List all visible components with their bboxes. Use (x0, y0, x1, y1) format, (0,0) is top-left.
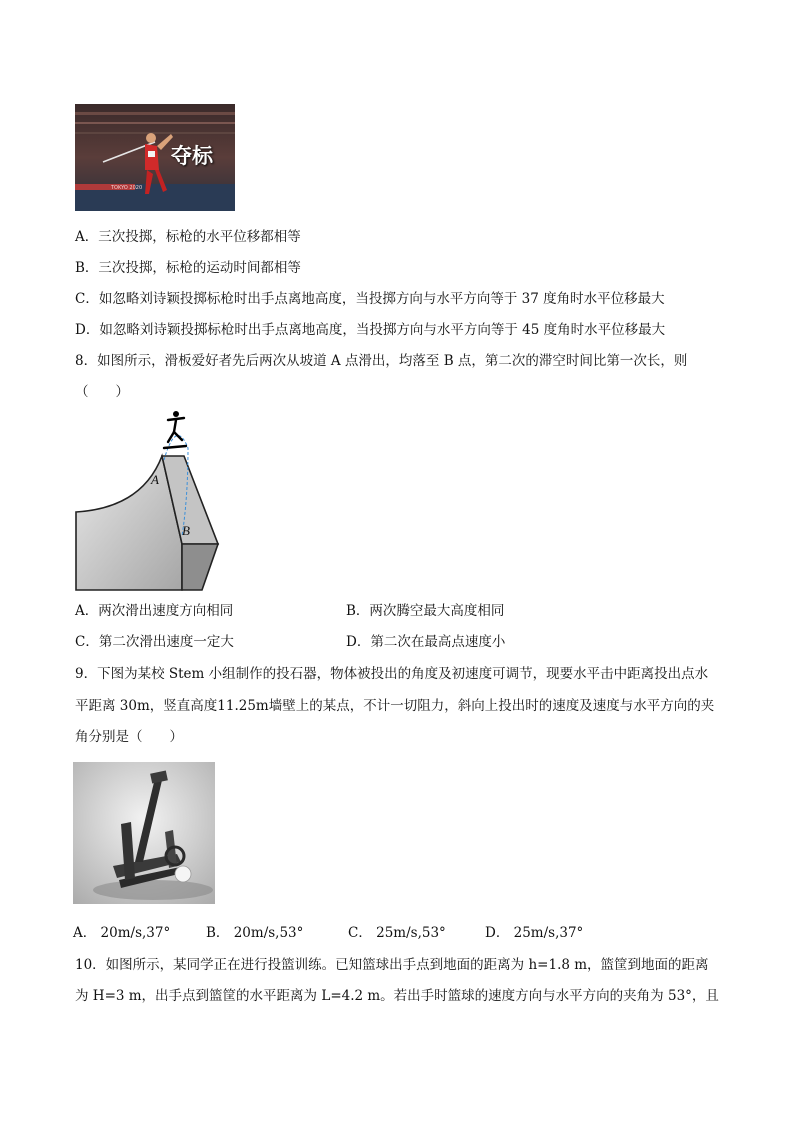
catapult-photo-graphic (73, 762, 215, 904)
q8-stem-line2: （ ） (75, 384, 129, 400)
q7-option-c: C．如忽略刘诗颖投掷标枪时出手点离地高度，当投掷方向与水平方向等于 37 度角时水平位移最大 (75, 291, 665, 307)
q7-option-a: A．三次投掷，标枪的水平位移都相等 (75, 229, 301, 245)
q8-option-b: B．两次腾空最大高度相同 (346, 603, 505, 619)
q9-option-b: B． 20m/s,53° (206, 925, 304, 941)
catapult-photo (73, 762, 215, 904)
q8-option-c: C．第二次滑出速度一定大 (75, 634, 234, 650)
photo-caption: 夺标 (171, 144, 213, 168)
ramp-figure-graphic (72, 408, 224, 594)
point-a-label: A (151, 472, 159, 487)
q9-stem-line2: 平距离 30m，竖直高度11.25m墙壁上的某点，不计一切阻力，斜向上投出时的速度及速度与水平方向的夹 (75, 698, 715, 714)
q10-stem-line2: 为 H=3 m，出手点到篮筐的水平距离为 L=4.2 m。若出手时篮球的速度方向与水平方向的夹角为 53°，且 (75, 988, 719, 1004)
javelin-photo (75, 104, 235, 211)
q10-stem-line1: 10．如图所示，某同学正在进行投篮训练。已知篮球出手点到地面的距离为 h=1.8 m，篮筐到地面的距离 (75, 957, 709, 973)
q9-option-d: D． 25m/s,37° (485, 925, 584, 941)
q9-stem-line1: 9．下图为某校 Stem 小组制作的投石器，物体被投出的角度及初速度可调节，现要水平击中距离投出点水 (75, 666, 709, 682)
photo-small-text: TOKYO 2020 (111, 185, 143, 191)
q8-stem-line1: 8．如图所示，滑板爱好者先后两次从坡道 A 点滑出，均落至 B 点，第二次的滞空时间比第一次长，则 (75, 353, 688, 369)
q9-stem-line3: 角分别是（ ） (75, 729, 183, 745)
ramp-figure (72, 408, 224, 594)
q7-option-b: B．三次投掷，标枪的运动时间都相等 (75, 260, 301, 276)
q8-option-a: A．两次滑出速度方向相同 (75, 603, 234, 619)
q9-option-a: A． 20m/s,37° (73, 925, 171, 941)
point-b-label: B (182, 523, 190, 538)
q8-option-d: D．第二次在最高点速度小 (346, 634, 506, 650)
q9-option-c: C． 25m/s,53° (348, 925, 446, 941)
q7-option-d: D．如忽略刘诗颖投掷标枪时出手点离地高度，当投掷方向与水平方向等于 45 度角时水平位移最大 (75, 322, 666, 338)
